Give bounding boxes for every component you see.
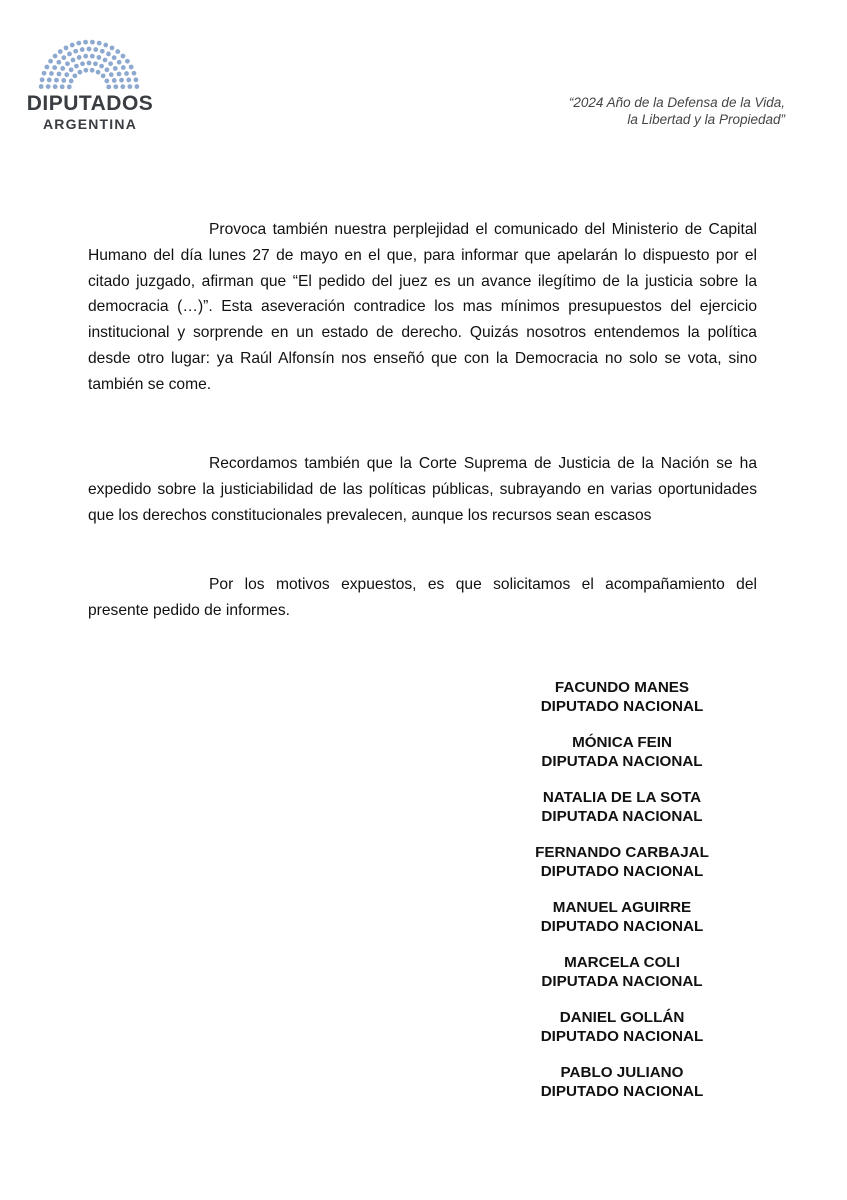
hemicycle-seat: [56, 60, 61, 65]
hemicycle-seat: [87, 61, 92, 66]
hemicycle-seat: [42, 71, 47, 76]
hemicycle-seat: [110, 45, 115, 50]
hemicycle-seat: [78, 70, 83, 75]
signer-name: MARCELA COLI: [564, 954, 680, 971]
hemicycle-seat: [127, 84, 132, 89]
hemicycle-seat: [134, 77, 139, 82]
year-motto: [525, 94, 785, 128]
hemicycle-seat: [126, 78, 131, 83]
signer-name: FACUNDO MANES: [554, 679, 690, 696]
motto-line-1: “2024 Año de la Defensa de la Vida,: [568, 95, 785, 110]
hemicycle-seat: [60, 84, 65, 89]
hemicycle-seat: [53, 84, 58, 89]
hemicycle-seat: [108, 61, 113, 66]
hemicycle-seat: [112, 55, 117, 60]
hemicycle-seat: [57, 72, 62, 77]
hemicycle-seat: [72, 73, 77, 78]
paragraph-3: [88, 572, 757, 624]
hemicycle-seat: [99, 64, 104, 69]
diputados-logo: [22, 30, 157, 135]
hemicycle-seat: [61, 55, 66, 60]
hemicycle-seat: [52, 65, 57, 70]
signature-entry: [500, 1008, 744, 1046]
paragraph-2: [88, 451, 757, 528]
signature-entry: [500, 953, 744, 991]
signer-title: DIPUTADA NACIONAL: [541, 753, 703, 770]
hemicycle-seat: [87, 47, 92, 52]
hemicycle-seat: [121, 54, 126, 59]
hemicycle-seat: [100, 49, 105, 54]
hemicycle-seat: [103, 58, 108, 63]
signer-title: DIPUTADO NACIONAL: [540, 1028, 704, 1045]
hemicycle-seat: [96, 70, 101, 75]
hemicycle-seat: [117, 60, 122, 65]
hemicycle-seat: [53, 54, 58, 59]
signature-entry: [500, 788, 744, 826]
signer-title: DIPUTADA NACIONAL: [541, 973, 703, 990]
hemicycle-seat: [69, 79, 74, 84]
hemicycle-seat: [120, 84, 125, 89]
signer-title: DIPUTADO NACIONAL: [540, 1083, 704, 1100]
logo-title: DIPUTADOS: [26, 92, 154, 115]
paragraph-text: Recordamos también que la Corte Suprema de Justicia de la Nación se ha expedido sobre la justiciabilidad de las políticas públicas, subrayando en varias oportunidades que los derechos constitucionales prevalecen, aunque los recursos sean escasos: [88, 455, 757, 524]
signer-name: MÓNICA FEIN: [572, 734, 672, 751]
hemicycle-seat: [80, 61, 85, 66]
hemicycle-seat: [71, 58, 76, 63]
hemicycle-seat: [64, 45, 69, 50]
hemicycle-seat: [44, 65, 49, 70]
hemicycle-seat: [93, 47, 98, 52]
hemicycle-seat: [125, 59, 130, 64]
hemicycle-seat: [115, 49, 120, 54]
hemicycle-seat: [90, 68, 95, 73]
signature-entry: [500, 678, 744, 716]
hemicycle-seat: [60, 66, 65, 71]
hemicycle-seat: [96, 55, 101, 60]
hemicycle-seat: [121, 65, 126, 70]
hemicycle-seat: [109, 72, 114, 77]
signer-name: PABLO JULIANO: [560, 1064, 684, 1081]
hemicycle-seat: [76, 41, 81, 46]
paragraph-text: Provoca también nuestra perplejidad el comunicado del Ministerio de Capital Humano del día lunes 27 de mayo en el que, para informar que apelarán lo dispuesto por el citado juzgado, afirman que “El pedido del juez es un avance ilegítimo de la justicia sobre la democracia (…)”. Esta aseveración contradice los mas mínimos presupuestos del ejercicio institucional y sorprende en un estado de derecho. Quizás nosotros entendemos la política desde otro lugar: ya Raúl Alfonsín nos enseñó que con la Democracia no solo se vota, sino también se come.: [88, 221, 757, 393]
signer-name: NATALIA DE LA SOTA: [542, 789, 702, 806]
hemicycle-seat: [69, 67, 74, 72]
hemicycle-seat: [117, 72, 122, 77]
hemicycle-seat: [77, 55, 82, 60]
paragraph-1: [88, 217, 757, 398]
hemicycle-seat: [39, 84, 44, 89]
hemicycle-seat: [101, 73, 106, 78]
hemicycle-seat: [70, 43, 75, 48]
hemicycle-seat: [112, 78, 117, 83]
motto-line-2: la Libertad y la Propiedad”: [627, 112, 785, 127]
hemicycle-seat: [40, 77, 45, 82]
signature-entry: [500, 733, 744, 771]
signer-title: DIPUTADO NACIONAL: [540, 698, 704, 715]
hemicycle-seat: [90, 40, 95, 45]
hemicycle-seat: [58, 49, 63, 54]
hemicycle-seat: [49, 71, 54, 76]
hemicycle-seat: [113, 84, 118, 89]
hemicycle-seat: [74, 64, 79, 69]
signer-title: DIPUTADO NACIONAL: [540, 918, 704, 935]
signature-entry: [500, 1063, 744, 1101]
signer-name: DANIEL GOLLÁN: [559, 1009, 685, 1026]
hemicycle-seat: [106, 84, 111, 89]
hemicycle-icon: [38, 36, 140, 92]
hemicycle-seat: [113, 66, 118, 71]
hemicycle-seat: [73, 49, 78, 54]
hemicycle-seat: [61, 78, 66, 83]
hemicycle-seat: [83, 40, 88, 45]
hemicycle-seat: [103, 43, 108, 48]
hemicycle-seat: [132, 71, 137, 76]
logo-subtitle: ARGENTINA: [42, 116, 138, 132]
hemicycle-seat: [106, 52, 111, 57]
signer-name: MANUEL AGUIRRE: [552, 899, 692, 916]
hemicycle-seat: [104, 79, 109, 84]
hemicycle-seat: [124, 71, 129, 76]
hemicycle-seat: [90, 54, 95, 59]
hemicycle-seat: [65, 61, 70, 66]
signature-block: [500, 678, 744, 1118]
hemicycle-seat: [129, 65, 134, 70]
hemicycle-seat: [46, 84, 51, 89]
signer-title: DIPUTADA NACIONAL: [541, 808, 703, 825]
hemicycle-seat: [48, 59, 53, 64]
hemicycle-seat: [64, 72, 69, 77]
hemicycle-seat: [47, 78, 52, 83]
signature-entry: [500, 898, 744, 936]
hemicycle-seat: [83, 68, 88, 73]
hemicycle-seat: [134, 84, 139, 89]
hemicycle-seat: [105, 67, 110, 72]
paragraph-text: Por los motivos expuestos, es que solicitamos el acompañamiento del presente pedido de informes.: [88, 576, 757, 619]
hemicycle-seat: [119, 78, 124, 83]
hemicycle-seat: [67, 84, 72, 89]
hemicycle-seat: [97, 41, 102, 46]
hemicycle-seat: [93, 61, 98, 66]
signer-title: DIPUTADO NACIONAL: [540, 863, 704, 880]
hemicycle-seat: [67, 52, 72, 57]
hemicycle-seat: [54, 78, 59, 83]
signer-name: FERNANDO CARBAJAL: [535, 844, 709, 861]
hemicycle-seat: [80, 47, 85, 52]
hemicycle-seat: [83, 54, 88, 59]
signature-entry: [500, 843, 744, 881]
